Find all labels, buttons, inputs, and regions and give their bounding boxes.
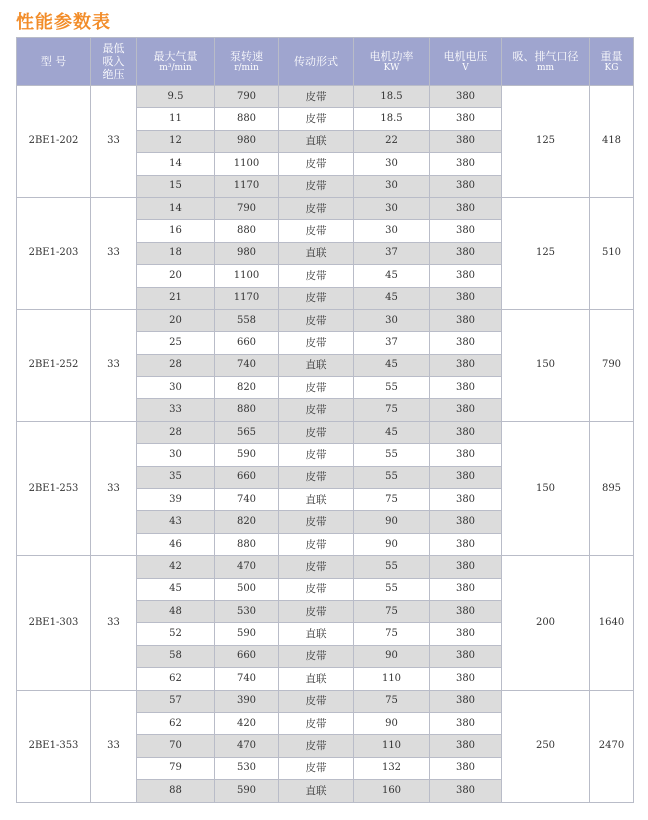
table-row bbox=[17, 556, 634, 578]
header-label: 吸、排气口径 bbox=[512, 49, 579, 63]
header-max-flow bbox=[137, 38, 215, 86]
model-cell: 2BE1-353 bbox=[17, 690, 91, 802]
motor-voltage-cell: 380 bbox=[430, 153, 502, 175]
motor-power-cell: 75 bbox=[354, 489, 430, 511]
max-flow-cell: 28 bbox=[137, 421, 215, 443]
max-flow-cell: 20 bbox=[137, 309, 215, 331]
drive-type-cell: 皮带 bbox=[279, 556, 354, 578]
motor-voltage-cell: 380 bbox=[430, 332, 502, 354]
motor-voltage-cell: 380 bbox=[430, 130, 502, 152]
pump-speed-cell: 820 bbox=[215, 377, 279, 399]
pump-speed-cell: 1100 bbox=[215, 153, 279, 175]
drive-type-cell: 皮带 bbox=[279, 399, 354, 421]
max-flow-cell: 88 bbox=[137, 780, 215, 802]
motor-voltage-cell: 380 bbox=[430, 287, 502, 309]
motor-voltage-cell: 380 bbox=[430, 668, 502, 690]
drive-type-cell: 皮带 bbox=[279, 645, 354, 667]
drive-type-cell: 皮带 bbox=[279, 444, 354, 466]
pump-speed-cell: 470 bbox=[215, 556, 279, 578]
drive-type-cell: 直联 bbox=[279, 489, 354, 511]
header-drive-type bbox=[279, 38, 354, 86]
motor-power-cell: 75 bbox=[354, 399, 430, 421]
max-flow-cell: 16 bbox=[137, 220, 215, 242]
max-flow-cell: 45 bbox=[137, 578, 215, 600]
drive-type-cell: 皮带 bbox=[279, 600, 354, 622]
pump-speed-cell: 980 bbox=[215, 242, 279, 264]
model-cell: 2BE1-252 bbox=[17, 309, 91, 421]
table-row bbox=[17, 197, 634, 219]
weight-cell: 790 bbox=[590, 309, 634, 421]
weight-cell: 2470 bbox=[590, 690, 634, 802]
drive-type-cell: 皮带 bbox=[279, 712, 354, 734]
drive-type-cell: 皮带 bbox=[279, 175, 354, 197]
motor-power-cell: 45 bbox=[354, 354, 430, 376]
motor-power-cell: 55 bbox=[354, 444, 430, 466]
pump-speed-cell: 980 bbox=[215, 130, 279, 152]
port-diameter-cell: 125 bbox=[502, 86, 590, 198]
pump-speed-cell: 530 bbox=[215, 757, 279, 779]
motor-voltage-cell: 380 bbox=[430, 399, 502, 421]
header-label: 泵转速 bbox=[230, 49, 263, 63]
max-flow-cell: 62 bbox=[137, 712, 215, 734]
pump-speed-cell: 1170 bbox=[215, 175, 279, 197]
motor-voltage-cell: 380 bbox=[430, 556, 502, 578]
max-flow-cell: 9.5 bbox=[137, 86, 215, 108]
motor-voltage-cell: 380 bbox=[430, 533, 502, 555]
max-flow-cell: 33 bbox=[137, 399, 215, 421]
motor-power-cell: 30 bbox=[354, 153, 430, 175]
motor-voltage-cell: 380 bbox=[430, 242, 502, 264]
max-flow-cell: 70 bbox=[137, 735, 215, 757]
motor-power-cell: 30 bbox=[354, 309, 430, 331]
motor-power-cell: 30 bbox=[354, 175, 430, 197]
pump-speed-cell: 880 bbox=[215, 108, 279, 130]
table-row bbox=[17, 421, 634, 443]
pump-speed-cell: 530 bbox=[215, 600, 279, 622]
header-label: 最大气量 bbox=[153, 49, 198, 63]
port-diameter-cell: 125 bbox=[502, 197, 590, 309]
motor-power-cell: 55 bbox=[354, 466, 430, 488]
drive-type-cell: 皮带 bbox=[279, 421, 354, 443]
drive-type-cell: 皮带 bbox=[279, 153, 354, 175]
port-diameter-cell: 150 bbox=[502, 421, 590, 555]
max-flow-cell: 42 bbox=[137, 556, 215, 578]
motor-voltage-cell: 380 bbox=[430, 578, 502, 600]
drive-type-cell: 皮带 bbox=[279, 309, 354, 331]
max-flow-cell: 48 bbox=[137, 600, 215, 622]
motor-voltage-cell: 380 bbox=[430, 735, 502, 757]
motor-voltage-cell: 380 bbox=[430, 780, 502, 802]
drive-type-cell: 皮带 bbox=[279, 466, 354, 488]
motor-power-cell: 90 bbox=[354, 533, 430, 555]
pump-speed-cell: 565 bbox=[215, 421, 279, 443]
max-flow-cell: 21 bbox=[137, 287, 215, 309]
motor-power-cell: 30 bbox=[354, 197, 430, 219]
max-flow-cell: 39 bbox=[137, 489, 215, 511]
min-pressure-cell: 33 bbox=[91, 556, 137, 690]
max-flow-cell: 57 bbox=[137, 690, 215, 712]
pump-speed-cell: 790 bbox=[215, 197, 279, 219]
header-label: 传动形式 bbox=[294, 55, 338, 68]
header-unit: KW bbox=[383, 62, 400, 73]
drive-type-cell: 直联 bbox=[279, 623, 354, 645]
pump-speed-cell: 590 bbox=[215, 623, 279, 645]
header-label: 电机电压 bbox=[443, 49, 488, 63]
header-label: 重量 bbox=[600, 49, 623, 63]
max-flow-cell: 28 bbox=[137, 354, 215, 376]
pump-speed-cell: 820 bbox=[215, 511, 279, 533]
table-row bbox=[17, 86, 634, 108]
max-flow-cell: 11 bbox=[137, 108, 215, 130]
max-flow-cell: 18 bbox=[137, 242, 215, 264]
header-port-diameter bbox=[502, 38, 590, 86]
header-label: 最低 吸入 绝压 bbox=[102, 42, 125, 81]
drive-type-cell: 皮带 bbox=[279, 690, 354, 712]
motor-power-cell: 160 bbox=[354, 780, 430, 802]
drive-type-cell: 直联 bbox=[279, 242, 354, 264]
motor-power-cell: 45 bbox=[354, 265, 430, 287]
model-cell: 2BE1-253 bbox=[17, 421, 91, 555]
drive-type-cell: 皮带 bbox=[279, 332, 354, 354]
max-flow-cell: 52 bbox=[137, 623, 215, 645]
drive-type-cell: 皮带 bbox=[279, 197, 354, 219]
pump-speed-cell: 880 bbox=[215, 220, 279, 242]
motor-voltage-cell: 380 bbox=[430, 466, 502, 488]
max-flow-cell: 14 bbox=[137, 153, 215, 175]
port-diameter-cell: 200 bbox=[502, 556, 590, 690]
pump-speed-cell: 558 bbox=[215, 309, 279, 331]
drive-type-cell: 直联 bbox=[279, 668, 354, 690]
motor-power-cell: 90 bbox=[354, 511, 430, 533]
drive-type-cell: 皮带 bbox=[279, 533, 354, 555]
pump-speed-cell: 470 bbox=[215, 735, 279, 757]
max-flow-cell: 20 bbox=[137, 265, 215, 287]
motor-voltage-cell: 380 bbox=[430, 175, 502, 197]
weight-cell: 1640 bbox=[590, 556, 634, 690]
pump-speed-cell: 740 bbox=[215, 489, 279, 511]
pump-speed-cell: 1170 bbox=[215, 287, 279, 309]
table-row bbox=[17, 309, 634, 331]
motor-voltage-cell: 380 bbox=[430, 197, 502, 219]
drive-type-cell: 皮带 bbox=[279, 511, 354, 533]
pump-speed-cell: 390 bbox=[215, 690, 279, 712]
weight-cell: 418 bbox=[590, 86, 634, 198]
max-flow-cell: 14 bbox=[137, 197, 215, 219]
motor-power-cell: 75 bbox=[354, 623, 430, 645]
motor-power-cell: 45 bbox=[354, 287, 430, 309]
motor-power-cell: 22 bbox=[354, 130, 430, 152]
motor-voltage-cell: 380 bbox=[430, 354, 502, 376]
max-flow-cell: 46 bbox=[137, 533, 215, 555]
pump-speed-cell: 420 bbox=[215, 712, 279, 734]
pump-speed-cell: 1100 bbox=[215, 265, 279, 287]
header-unit: KG bbox=[604, 62, 619, 73]
port-diameter-cell: 250 bbox=[502, 690, 590, 802]
drive-type-cell: 皮带 bbox=[279, 265, 354, 287]
motor-voltage-cell: 380 bbox=[430, 108, 502, 130]
page-title: 性能参数表 bbox=[16, 12, 111, 33]
drive-type-cell: 皮带 bbox=[279, 220, 354, 242]
motor-voltage-cell: 380 bbox=[430, 511, 502, 533]
header-unit: r/min bbox=[234, 62, 259, 73]
pump-speed-cell: 880 bbox=[215, 399, 279, 421]
header-unit: m³/min bbox=[159, 62, 192, 73]
drive-type-cell: 皮带 bbox=[279, 735, 354, 757]
max-flow-cell: 15 bbox=[137, 175, 215, 197]
motor-voltage-cell: 380 bbox=[430, 421, 502, 443]
max-flow-cell: 58 bbox=[137, 645, 215, 667]
drive-type-cell: 皮带 bbox=[279, 578, 354, 600]
motor-voltage-cell: 380 bbox=[430, 712, 502, 734]
motor-power-cell: 90 bbox=[354, 712, 430, 734]
motor-power-cell: 90 bbox=[354, 645, 430, 667]
min-pressure-cell: 33 bbox=[91, 690, 137, 802]
pump-speed-cell: 590 bbox=[215, 780, 279, 802]
max-flow-cell: 43 bbox=[137, 511, 215, 533]
motor-power-cell: 55 bbox=[354, 578, 430, 600]
header-label: 电机功率 bbox=[369, 49, 414, 63]
motor-power-cell: 110 bbox=[354, 735, 430, 757]
header-unit: V bbox=[462, 62, 469, 73]
performance-table bbox=[16, 37, 634, 803]
weight-cell: 895 bbox=[590, 421, 634, 555]
model-cell: 2BE1-202 bbox=[17, 86, 91, 198]
pump-speed-cell: 660 bbox=[215, 332, 279, 354]
max-flow-cell: 25 bbox=[137, 332, 215, 354]
header-unit: mm bbox=[536, 62, 555, 73]
motor-power-cell: 18.5 bbox=[354, 108, 430, 130]
max-flow-cell: 35 bbox=[137, 466, 215, 488]
motor-voltage-cell: 380 bbox=[430, 757, 502, 779]
max-flow-cell: 30 bbox=[137, 444, 215, 466]
pump-speed-cell: 790 bbox=[215, 86, 279, 108]
min-pressure-cell: 33 bbox=[91, 197, 137, 309]
header-motor-voltage bbox=[430, 38, 502, 86]
motor-voltage-cell: 380 bbox=[430, 645, 502, 667]
drive-type-cell: 直联 bbox=[279, 130, 354, 152]
pump-speed-cell: 660 bbox=[215, 466, 279, 488]
drive-type-cell: 皮带 bbox=[279, 86, 354, 108]
motor-power-cell: 30 bbox=[354, 220, 430, 242]
motor-voltage-cell: 380 bbox=[430, 444, 502, 466]
pump-speed-cell: 660 bbox=[215, 645, 279, 667]
drive-type-cell: 皮带 bbox=[279, 287, 354, 309]
min-pressure-cell: 33 bbox=[91, 86, 137, 198]
model-cell: 2BE1-303 bbox=[17, 556, 91, 690]
pump-speed-cell: 500 bbox=[215, 578, 279, 600]
motor-power-cell: 45 bbox=[354, 421, 430, 443]
model-cell: 2BE1-203 bbox=[17, 197, 91, 309]
header-weight bbox=[590, 38, 634, 86]
motor-voltage-cell: 380 bbox=[430, 265, 502, 287]
motor-power-cell: 37 bbox=[354, 332, 430, 354]
port-diameter-cell: 150 bbox=[502, 309, 590, 421]
table-header-row bbox=[17, 38, 634, 86]
motor-power-cell: 37 bbox=[354, 242, 430, 264]
header-motor-power bbox=[354, 38, 430, 86]
motor-voltage-cell: 380 bbox=[430, 489, 502, 511]
motor-voltage-cell: 380 bbox=[430, 690, 502, 712]
motor-voltage-cell: 380 bbox=[430, 309, 502, 331]
max-flow-cell: 30 bbox=[137, 377, 215, 399]
header-pump-speed bbox=[215, 38, 279, 86]
motor-voltage-cell: 380 bbox=[430, 623, 502, 645]
motor-power-cell: 132 bbox=[354, 757, 430, 779]
pump-speed-cell: 590 bbox=[215, 444, 279, 466]
motor-voltage-cell: 380 bbox=[430, 377, 502, 399]
motor-power-cell: 75 bbox=[354, 600, 430, 622]
pump-speed-cell: 880 bbox=[215, 533, 279, 555]
max-flow-cell: 12 bbox=[137, 130, 215, 152]
motor-voltage-cell: 380 bbox=[430, 220, 502, 242]
motor-voltage-cell: 380 bbox=[430, 86, 502, 108]
motor-power-cell: 55 bbox=[354, 377, 430, 399]
motor-power-cell: 110 bbox=[354, 668, 430, 690]
drive-type-cell: 皮带 bbox=[279, 108, 354, 130]
min-pressure-cell: 33 bbox=[91, 309, 137, 421]
header-min-pressure bbox=[91, 38, 137, 86]
max-flow-cell: 62 bbox=[137, 668, 215, 690]
drive-type-cell: 直联 bbox=[279, 780, 354, 802]
table-body bbox=[17, 86, 634, 803]
pump-speed-cell: 740 bbox=[215, 354, 279, 376]
weight-cell: 510 bbox=[590, 197, 634, 309]
table-row bbox=[17, 690, 634, 712]
drive-type-cell: 皮带 bbox=[279, 757, 354, 779]
drive-type-cell: 直联 bbox=[279, 354, 354, 376]
motor-voltage-cell: 380 bbox=[430, 600, 502, 622]
min-pressure-cell: 33 bbox=[91, 421, 137, 555]
drive-type-cell: 皮带 bbox=[279, 377, 354, 399]
header-model: 型 号 bbox=[17, 38, 91, 86]
motor-power-cell: 75 bbox=[354, 690, 430, 712]
max-flow-cell: 79 bbox=[137, 757, 215, 779]
pump-speed-cell: 740 bbox=[215, 668, 279, 690]
motor-power-cell: 55 bbox=[354, 556, 430, 578]
motor-power-cell: 18.5 bbox=[354, 86, 430, 108]
